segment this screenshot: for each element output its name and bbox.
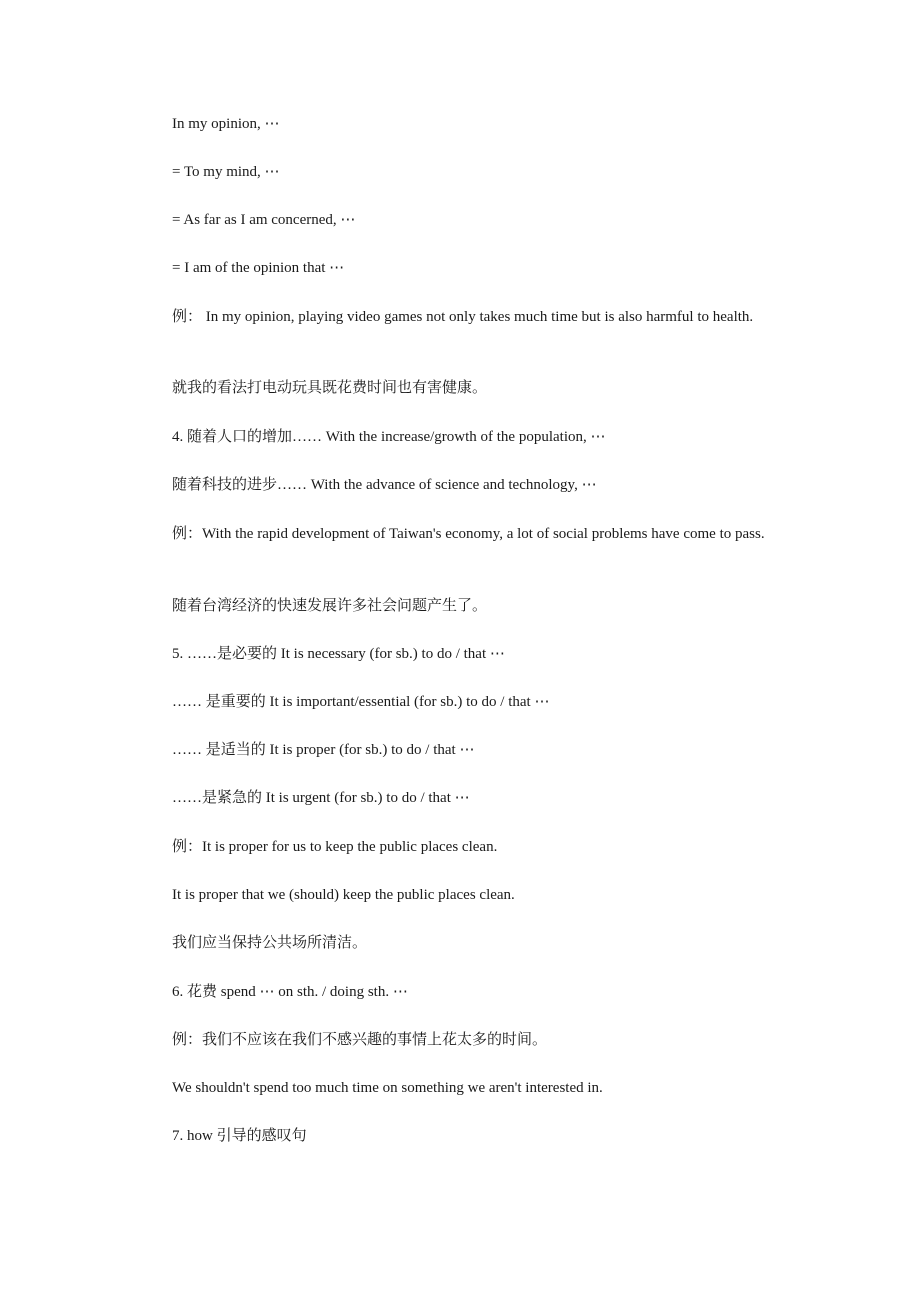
translation-economy: 随着台湾经济的快速发展许多社会问题产生了。 <box>172 598 488 614</box>
translation-proper: 我们应当保持公共场所清洁。 <box>172 935 368 951</box>
example-proper-1: 例：It is proper for us to keep the public places clean. <box>172 839 498 855</box>
item-6-spend: 6. 花费 spend ⋯ on sth. / doing sth. ⋯ <box>172 984 408 1000</box>
example-opinion-paragraph: 例： In my opinion, playing video games not only takes much time but is also harmful to health. <box>172 309 754 325</box>
item-5-urgent: ……是紧急的 It is urgent (for sb.) to do / that ⋯ <box>172 790 470 806</box>
example-spend-english: We shouldn't spend too much time on something we aren't interested in. <box>172 1080 603 1096</box>
item-5-necessary: 5. ……是必要的 It is necessary (for sb.) to do / that ⋯ <box>172 646 505 662</box>
item-5-proper: …… 是适当的 It is proper (for sb.) to do / that ⋯ <box>172 742 475 758</box>
phrase-as-far-as-concerned: = As far as I am concerned, ⋯ <box>172 212 356 228</box>
item-4-population: 4. 随着人口的增加…… With the increase/growth of the population, ⋯ <box>172 429 606 445</box>
phrase-to-my-mind: = To my mind, ⋯ <box>172 164 280 180</box>
item-7-how-exclamation: 7. how 引导的感叹句 <box>172 1128 307 1144</box>
example-proper-2: It is proper that we (should) keep the public places clean. <box>172 887 515 903</box>
item-5-important: …… 是重要的 It is important/essential (for sb.) to do / that ⋯ <box>172 694 550 710</box>
example-spend-chinese: 例：我们不应该在我们不感兴趣的事情上花太多的时间。 <box>172 1032 548 1048</box>
phrase-of-the-opinion: = I am of the opinion that ⋯ <box>172 260 345 276</box>
phrase-in-my-opinion: In my opinion, ⋯ <box>172 116 280 132</box>
translation-opinion: 就我的看法打电动玩具既花费时间也有害健康。 <box>172 380 488 396</box>
example-economy-paragraph: 例：With the rapid development of Taiwan's economy, a lot of social problems have come to pass. <box>172 526 765 542</box>
item-4-technology: 随着科技的进步…… With the advance of science and technology, ⋯ <box>172 477 597 493</box>
